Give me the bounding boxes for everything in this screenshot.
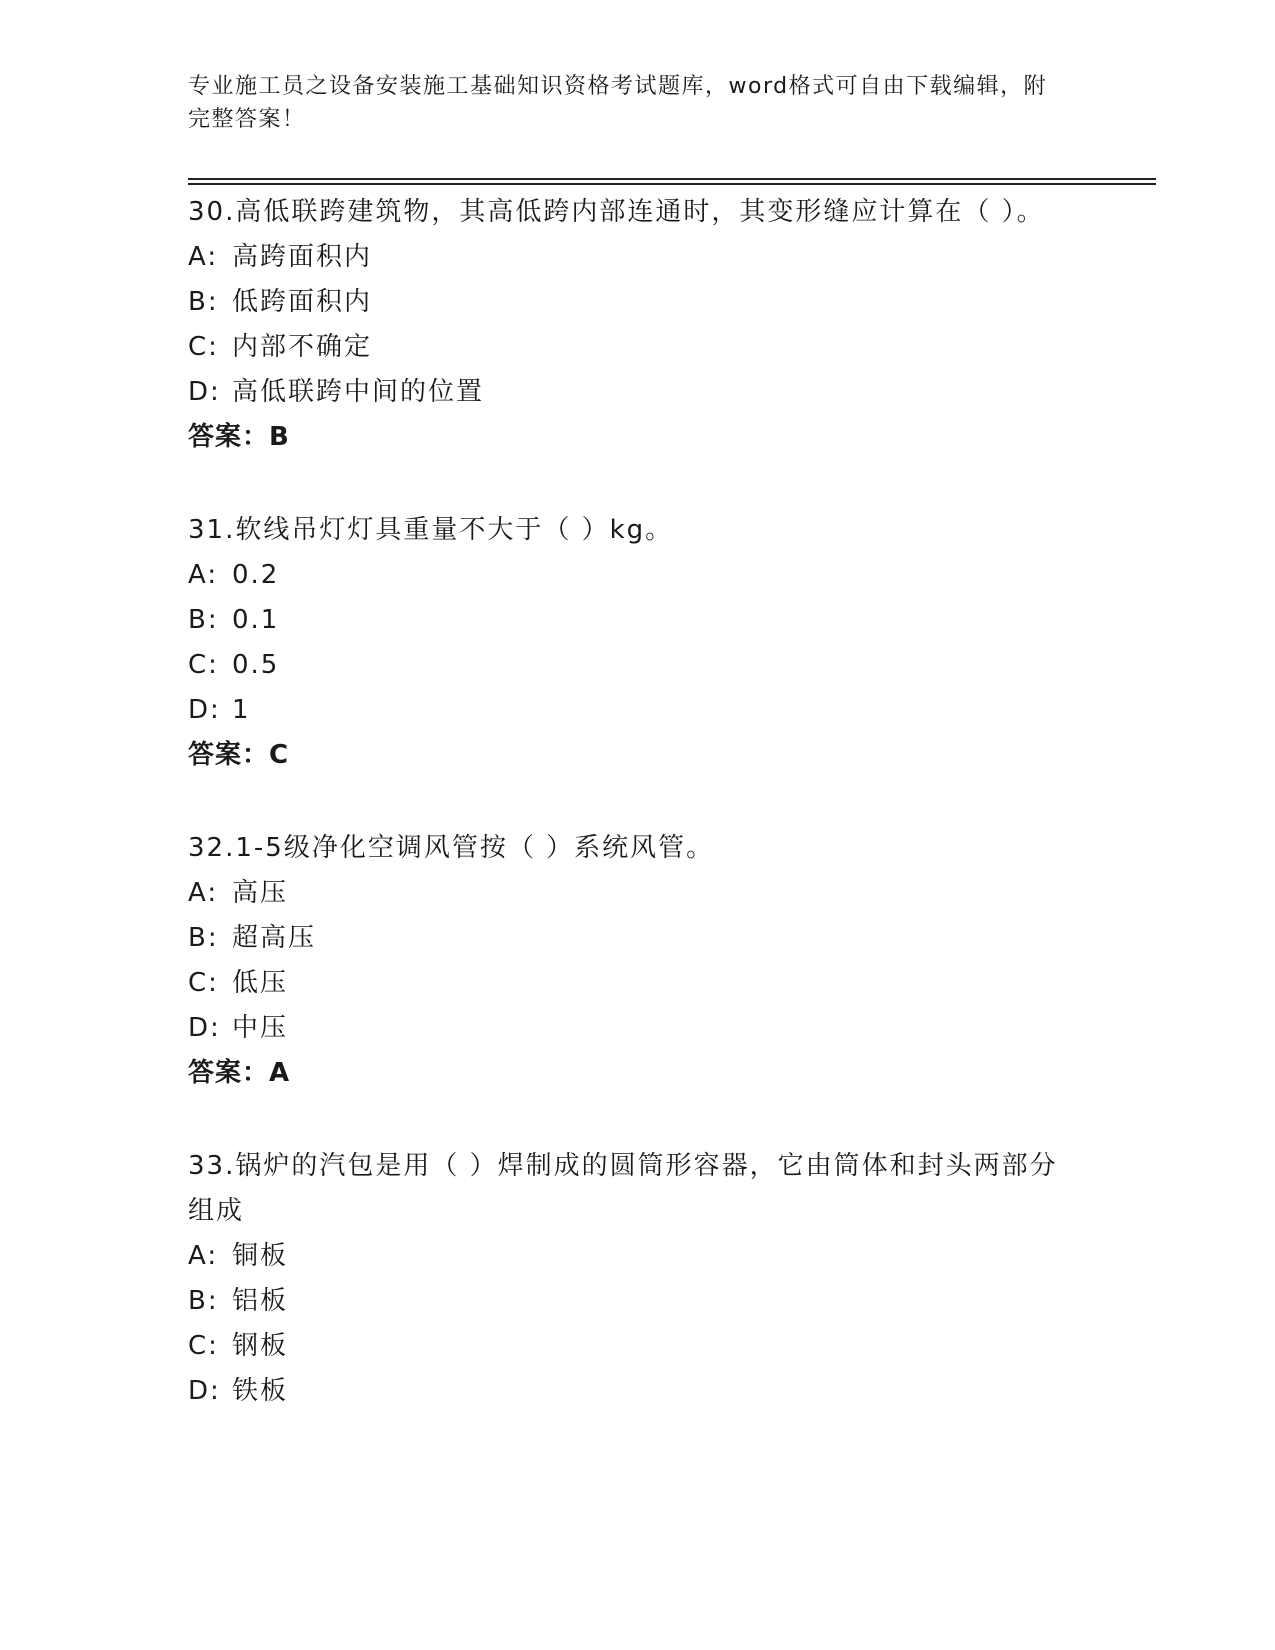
option-text: 0.5 — [232, 650, 280, 680]
answer-label: 答案： — [188, 1058, 270, 1088]
question-31 — [188, 508, 1068, 778]
option-letter: D: — [188, 1013, 221, 1043]
option-d — [188, 1006, 1068, 1051]
option-text: 高低联跨中间的位置 — [232, 377, 485, 407]
option-d — [188, 370, 1068, 415]
option-text: 低压 — [232, 968, 289, 998]
option-b — [188, 1279, 1068, 1324]
option-letter: D: — [188, 377, 221, 407]
option-letter: B: — [188, 923, 219, 953]
question-stem: 33.锅炉的汽包是用（ ）焊制成的圆筒形容器，它由筒体和封头两部分组成 — [188, 1151, 1058, 1226]
option-text: 高压 — [232, 878, 289, 908]
option-text: 中压 — [232, 1013, 289, 1043]
option-letter: A: — [188, 1241, 219, 1271]
option-c — [188, 1324, 1068, 1369]
option-text: 超高压 — [232, 923, 317, 953]
option-text: 0.2 — [232, 560, 280, 590]
answer-label: 答案： — [188, 422, 270, 452]
option-a — [188, 235, 1068, 280]
option-letter: A: — [188, 242, 219, 272]
option-letter: B: — [188, 605, 219, 635]
option-text: 铜板 — [232, 1241, 289, 1271]
option-letter: C: — [188, 1331, 219, 1361]
answer-value: C — [269, 740, 290, 770]
answer-label: 答案： — [188, 740, 270, 770]
option-letter: B: — [188, 287, 219, 317]
answer-line — [188, 1051, 1068, 1096]
option-letter: C: — [188, 968, 219, 998]
option-text: 高跨面积内 — [232, 242, 373, 272]
option-a — [188, 871, 1068, 916]
option-c — [188, 325, 1068, 370]
option-text: 内部不确定 — [232, 332, 373, 362]
question-30 — [188, 190, 1068, 460]
answer-line — [188, 733, 1068, 778]
option-d — [188, 688, 1068, 733]
option-text: 1 — [232, 695, 251, 725]
option-text: 铝板 — [232, 1286, 289, 1316]
question-stem: 30.高低联跨建筑物，其高低跨内部连通时，其变形缝应计算在（ ）。 — [188, 197, 1045, 227]
option-letter: A: — [188, 560, 219, 590]
option-d — [188, 1369, 1068, 1414]
option-a — [188, 1234, 1068, 1279]
option-letter: B: — [188, 1286, 219, 1316]
option-text: 0.1 — [232, 605, 280, 635]
option-b — [188, 280, 1068, 325]
option-text: 铁板 — [232, 1376, 289, 1406]
option-letter: D: — [188, 1376, 221, 1406]
header-divider-bottom — [188, 183, 1156, 185]
document-header: 专业施工员之设备安装施工基础知识资格考试题库，word格式可自由下载编辑，附完整答案！ — [188, 74, 1048, 132]
option-b — [188, 916, 1068, 961]
option-c — [188, 961, 1068, 1006]
question-stem: 32.1-5级净化空调风管按（ ）系统风管。 — [188, 833, 715, 863]
option-b — [188, 598, 1068, 643]
option-text: 低跨面积内 — [232, 287, 373, 317]
question-33 — [188, 1144, 1068, 1414]
option-letter: C: — [188, 332, 219, 362]
option-letter: C: — [188, 650, 219, 680]
answer-value: A — [269, 1058, 291, 1088]
option-letter: D: — [188, 695, 221, 725]
answer-line — [188, 415, 1068, 460]
option-a — [188, 553, 1068, 598]
option-text: 钢板 — [232, 1331, 289, 1361]
question-32 — [188, 826, 1068, 1096]
question-list — [188, 190, 1068, 1462]
option-letter: A: — [188, 878, 219, 908]
option-c — [188, 643, 1068, 688]
question-stem: 31.软线吊灯灯具重量不大于（ ）kg。 — [188, 515, 674, 545]
answer-value: B — [269, 422, 290, 452]
header-divider-top — [188, 178, 1156, 180]
